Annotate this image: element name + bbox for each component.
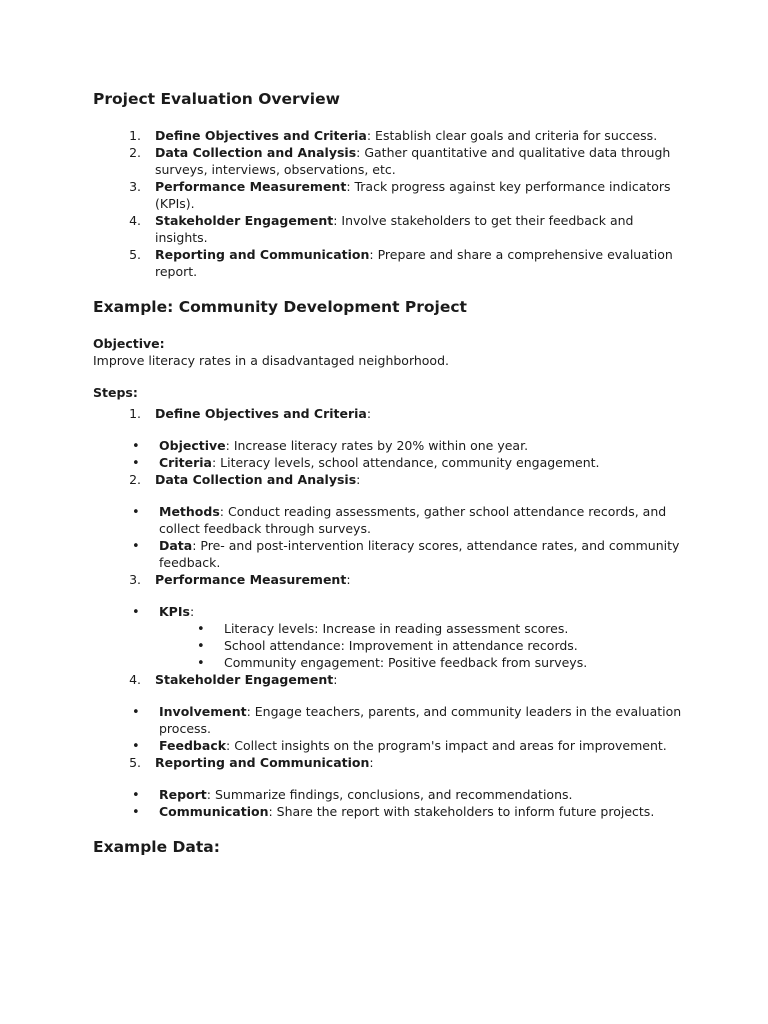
step-bullets xyxy=(93,703,683,754)
bullet-icon xyxy=(132,503,140,521)
bullet-item: • Report: Summarize findings, conclusions, and recommendations. xyxy=(93,786,683,803)
bullet-item: • KPIs: xyxy=(93,603,683,620)
document-body xyxy=(93,88,683,858)
bullet-icon xyxy=(132,454,140,472)
step-bullets xyxy=(93,603,683,620)
bullet-item: • Involvement: Engage teachers, parents, and community leaders in the evaluation process. xyxy=(93,703,683,737)
bullet-item: • School attendance: Improvement in attendance records. xyxy=(93,637,683,654)
list-item: 1. Define Objectives and Criteria: Establish clear goals and criteria for success. xyxy=(129,128,658,143)
list-item: 2. Data Collection and Analysis: Gather quantitative and qualitative data through surveys, interviews, observations, etc. xyxy=(129,145,671,177)
bullet-item: • Feedback: Collect insights on the program's impact and areas for improvement. xyxy=(93,737,683,754)
step-bullets xyxy=(93,437,683,471)
bullet-icon xyxy=(132,703,140,721)
bullet-item: • Literacy levels: Increase in reading assessment scores. xyxy=(93,620,683,637)
bullet-item: • Community engagement: Positive feedback from surveys. xyxy=(93,654,683,671)
bullet-item: • Criteria: Literacy levels, school attendance, community engagement. xyxy=(93,454,683,471)
example-data-heading: Example Data: xyxy=(93,838,220,856)
bullet-icon xyxy=(132,737,140,755)
step-item: 1. Define Objectives and Criteria: xyxy=(129,406,372,421)
overview-heading: Project Evaluation Overview xyxy=(93,90,340,108)
steps-label: Steps: xyxy=(93,385,138,400)
list-item: 5. Reporting and Communication: Prepare and share a comprehensive evaluation report. xyxy=(129,247,673,279)
step-item: 2. Data Collection and Analysis: xyxy=(129,472,361,487)
steps-list xyxy=(93,671,683,688)
step-item: 4. Stakeholder Engagement: xyxy=(129,672,338,687)
steps-list xyxy=(93,405,683,422)
overview-list xyxy=(93,127,683,280)
steps-list xyxy=(93,754,683,771)
bullet-item: • Objective: Increase literacy rates by 20% within one year. xyxy=(93,437,683,454)
kpi-bullets xyxy=(93,620,683,671)
steps-list xyxy=(93,471,683,488)
bullet-icon xyxy=(197,654,205,672)
bullet-icon xyxy=(132,803,140,821)
list-item: 3. Performance Measurement: Track progress against key performance indicators (KPIs). xyxy=(129,179,671,211)
step-item: 3. Performance Measurement: xyxy=(129,572,351,587)
bullet-item: • Data: Pre- and post-intervention literacy scores, attendance rates, and community feedback. xyxy=(93,537,683,571)
bullet-icon xyxy=(132,603,140,621)
objective-label: Objective: xyxy=(93,336,165,351)
example-heading: Example: Community Development Project xyxy=(93,298,467,316)
bullet-item: • Methods: Conduct reading assessments, gather school attendance records, and collect feedback through surveys. xyxy=(93,503,683,537)
list-item: 4. Stakeholder Engagement: Involve stakeholders to get their feedback and insights. xyxy=(129,213,634,245)
bullet-icon xyxy=(132,786,140,804)
bullet-icon xyxy=(197,620,205,638)
bullet-item: • Communication: Share the report with stakeholders to inform future projects. xyxy=(93,803,683,820)
bullet-icon xyxy=(132,537,140,555)
steps-list xyxy=(93,571,683,588)
step-item: 5. Reporting and Communication: xyxy=(129,755,374,770)
step-bullets xyxy=(93,503,683,571)
step-bullets xyxy=(93,786,683,820)
objective-text: Improve literacy rates in a disadvantaged neighborhood. xyxy=(93,353,449,368)
bullet-icon xyxy=(132,437,140,455)
bullet-icon xyxy=(197,637,205,655)
